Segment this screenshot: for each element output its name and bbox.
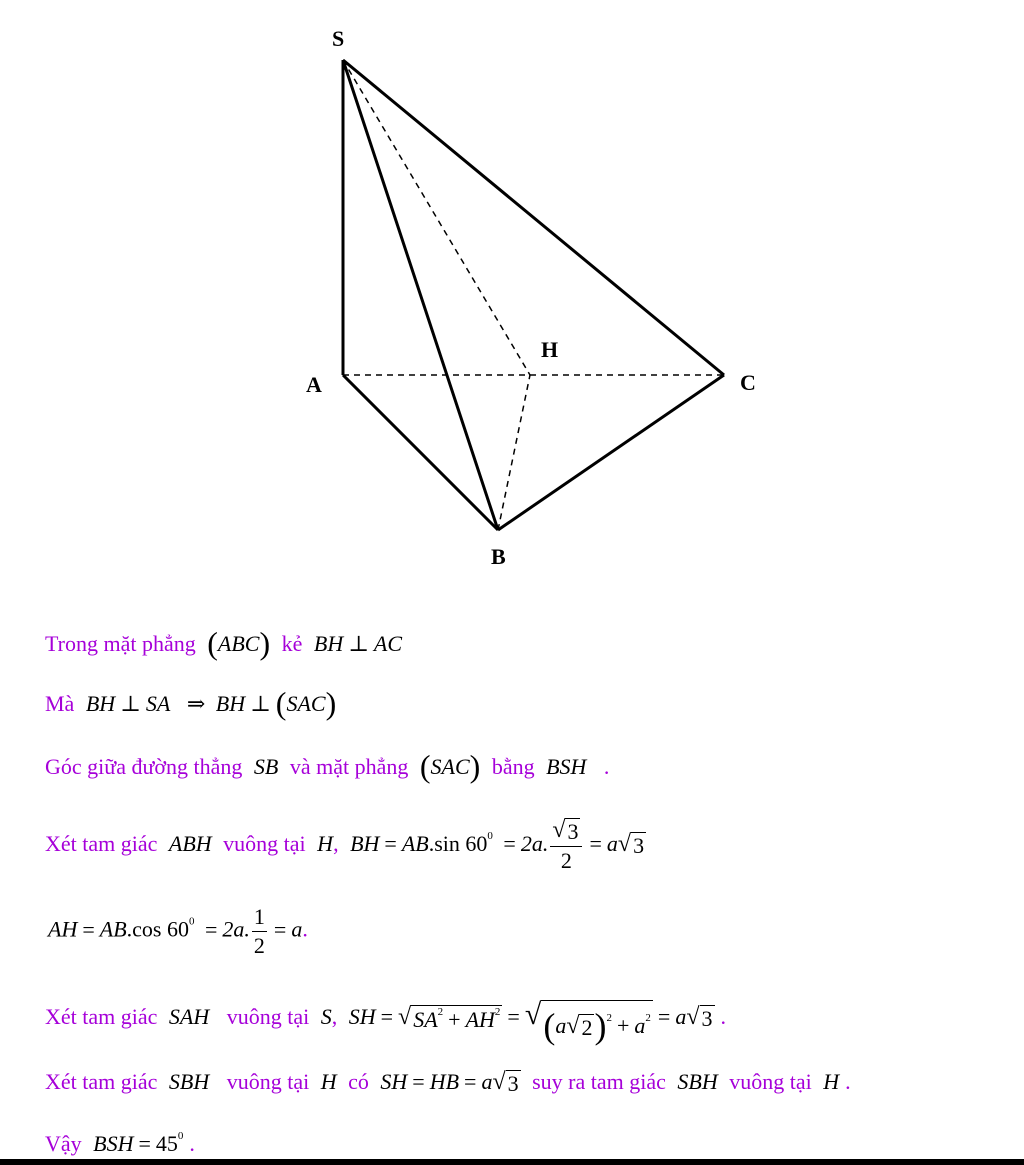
sqrt-radicand: 3 xyxy=(567,819,579,844)
line4-text-mid: vuông tại xyxy=(223,830,306,856)
perp-symbol: ⊥ xyxy=(348,631,369,656)
edge-SH-dashed xyxy=(343,60,530,375)
comma: , xyxy=(333,830,339,856)
fraction-sqrt3-over-2: √ 3 2 xyxy=(550,818,582,873)
edge-SC xyxy=(343,60,724,375)
equals: = xyxy=(657,1004,671,1029)
line8-text: Vậy xyxy=(45,1131,82,1156)
period: . xyxy=(189,1131,195,1156)
fraction-1-over-2 xyxy=(252,905,267,958)
math-h: H xyxy=(317,830,334,856)
solution-line-8 xyxy=(45,1131,195,1155)
triangle-sah: SAH xyxy=(168,1004,210,1029)
math-a: a xyxy=(634,1013,646,1038)
line1-text-mid: kẻ xyxy=(281,631,303,656)
equals: = xyxy=(204,916,218,942)
exponent: 2 xyxy=(494,1006,501,1018)
equals: = xyxy=(503,830,516,856)
line3-text: Góc giữa đường thẳng xyxy=(45,754,243,779)
vertex-label-A: A xyxy=(306,372,322,397)
plane-sac: SAC xyxy=(430,754,470,779)
line1-text: Trong mặt phẳng xyxy=(45,631,196,656)
comma: , xyxy=(331,1004,338,1029)
solution-line-4 xyxy=(45,818,646,873)
period: . xyxy=(302,916,308,942)
math-bh: BH xyxy=(85,691,116,716)
period: . xyxy=(720,1004,726,1029)
degree-sign: 0 xyxy=(188,915,195,928)
sqrt-sa2-plus-ah2: √ $SA^2 + AH^2$ xyxy=(398,1004,501,1032)
math-a: a xyxy=(481,1069,493,1094)
line4-text: Xét tam giác xyxy=(45,830,158,856)
math-hb: HB xyxy=(429,1069,460,1094)
edge-BH-dashed xyxy=(498,375,530,530)
line6-text: Xét tam giác xyxy=(45,1004,158,1029)
vertex-label-B: B xyxy=(491,544,506,569)
math-ah: AH xyxy=(465,1007,495,1032)
sqrt-3: √ 3 xyxy=(492,1069,519,1096)
line2-text: Mà xyxy=(45,691,75,716)
sqrt-3: √ 3 xyxy=(617,830,645,858)
math-ah: AH xyxy=(48,916,78,942)
angle-value: 45 xyxy=(155,1131,178,1156)
math-h: H xyxy=(823,1069,840,1094)
plane-sac: SAC xyxy=(286,691,326,716)
line6-text-mid: vuông tại xyxy=(226,1004,310,1029)
line7-text-mid: vuông tại xyxy=(226,1069,310,1094)
sqrt-radicand: 3 xyxy=(633,832,645,858)
math-bh: BH xyxy=(313,631,344,656)
line7-text-vt: vuông tại xyxy=(729,1069,812,1094)
vertex-label-C: C xyxy=(740,370,756,395)
sqrt-expression: √ (a √ 2 )$^2 + a^2$ xyxy=(524,998,651,1046)
plus: + xyxy=(616,1013,630,1038)
edge-BC xyxy=(498,375,724,530)
equals: = xyxy=(82,916,95,942)
solution-line-1: Trong mặt phẳng (ABC) kẻ BH ⊥ AC xyxy=(45,625,403,661)
solution-line-6 xyxy=(45,998,726,1046)
vertex-label-S: S xyxy=(332,26,345,51)
math-a: a xyxy=(675,1004,687,1029)
math-h: H xyxy=(320,1069,337,1094)
exponent: 2 xyxy=(437,1006,444,1018)
implies-symbol: ⇒ xyxy=(186,691,206,716)
line7-text: Xét tam giác xyxy=(45,1069,158,1094)
math-2a: 2a. xyxy=(520,830,549,856)
triangle-sbh: SBH xyxy=(677,1069,718,1094)
perp-symbol: ⊥ xyxy=(250,691,271,716)
line3-text-mid2: bằng xyxy=(491,754,535,779)
math-ab: AB xyxy=(401,830,429,856)
math-a: a xyxy=(606,830,618,856)
math-ac: AC xyxy=(373,631,403,656)
solution-line-7 xyxy=(45,1070,851,1096)
angle-bsh: BSH xyxy=(546,754,587,779)
math-bh: BH xyxy=(215,691,246,716)
fraction-denominator: 2 xyxy=(253,933,265,959)
math-sa: SA xyxy=(413,1007,438,1032)
degree-sign: 0 xyxy=(177,1130,184,1142)
math-sa: SA xyxy=(145,691,171,716)
fraction-numerator: 1 xyxy=(252,905,267,932)
equals: = xyxy=(138,1131,151,1156)
line7-text-conclusion: suy ra tam giác xyxy=(532,1069,666,1094)
equals: = xyxy=(380,1004,394,1029)
bottom-border xyxy=(0,1159,1024,1165)
sin-60: .sin 60 xyxy=(428,830,488,856)
angle-bsh: BSH xyxy=(93,1131,134,1156)
degree-sign: 0 xyxy=(487,829,493,842)
math-sh: SH xyxy=(348,1004,376,1029)
math-bh: BH xyxy=(350,830,380,856)
plus: + xyxy=(448,1007,461,1032)
equals: = xyxy=(273,916,287,942)
math-a: a xyxy=(555,1013,567,1038)
equals: = xyxy=(464,1069,477,1094)
math-ab: AB xyxy=(99,916,127,942)
plane-abc: ABC xyxy=(217,631,260,656)
equals: = xyxy=(507,1004,520,1029)
line3-text-mid: và mặt phẳng xyxy=(289,754,409,779)
perp-symbol: ⊥ xyxy=(120,691,141,716)
sqrt-radicand: 2 xyxy=(581,1015,593,1040)
math-2a: 2a. xyxy=(222,916,250,942)
equals: = xyxy=(589,830,602,856)
solution-line-2: Mà BH ⊥ SA ⇒ BH ⊥ (SAC) xyxy=(45,685,337,721)
period: . xyxy=(603,754,610,779)
fraction-denominator: 2 xyxy=(560,848,572,874)
cos-60: .cos 60 xyxy=(126,916,189,942)
vertex-label-H: H xyxy=(541,337,559,362)
edge-AB xyxy=(343,375,498,530)
equals: = xyxy=(384,830,397,856)
sqrt-radicand: 3 xyxy=(701,1006,713,1031)
exponent: 2 xyxy=(606,1012,612,1024)
exponent: 2 xyxy=(645,1012,651,1024)
period: . xyxy=(845,1069,851,1094)
solution-line-5 xyxy=(48,905,308,958)
math-sb: SB xyxy=(253,754,279,779)
edge-SB xyxy=(343,60,498,530)
math-a: a xyxy=(291,916,303,942)
line7-text-co: có xyxy=(348,1069,369,1094)
equals: = xyxy=(412,1069,425,1094)
solution-line-3: Góc giữa đường thẳng SB và mặt phẳng (SAC) bằng BSH . xyxy=(45,748,610,784)
math-s: S xyxy=(320,1004,332,1029)
triangle-abh: ABH xyxy=(168,830,212,856)
sqrt-radicand: 3 xyxy=(507,1071,519,1096)
sqrt-3: √ 3 xyxy=(686,1004,713,1031)
math-sh: SH xyxy=(380,1069,408,1094)
triangle-sbh: SBH xyxy=(168,1069,210,1094)
